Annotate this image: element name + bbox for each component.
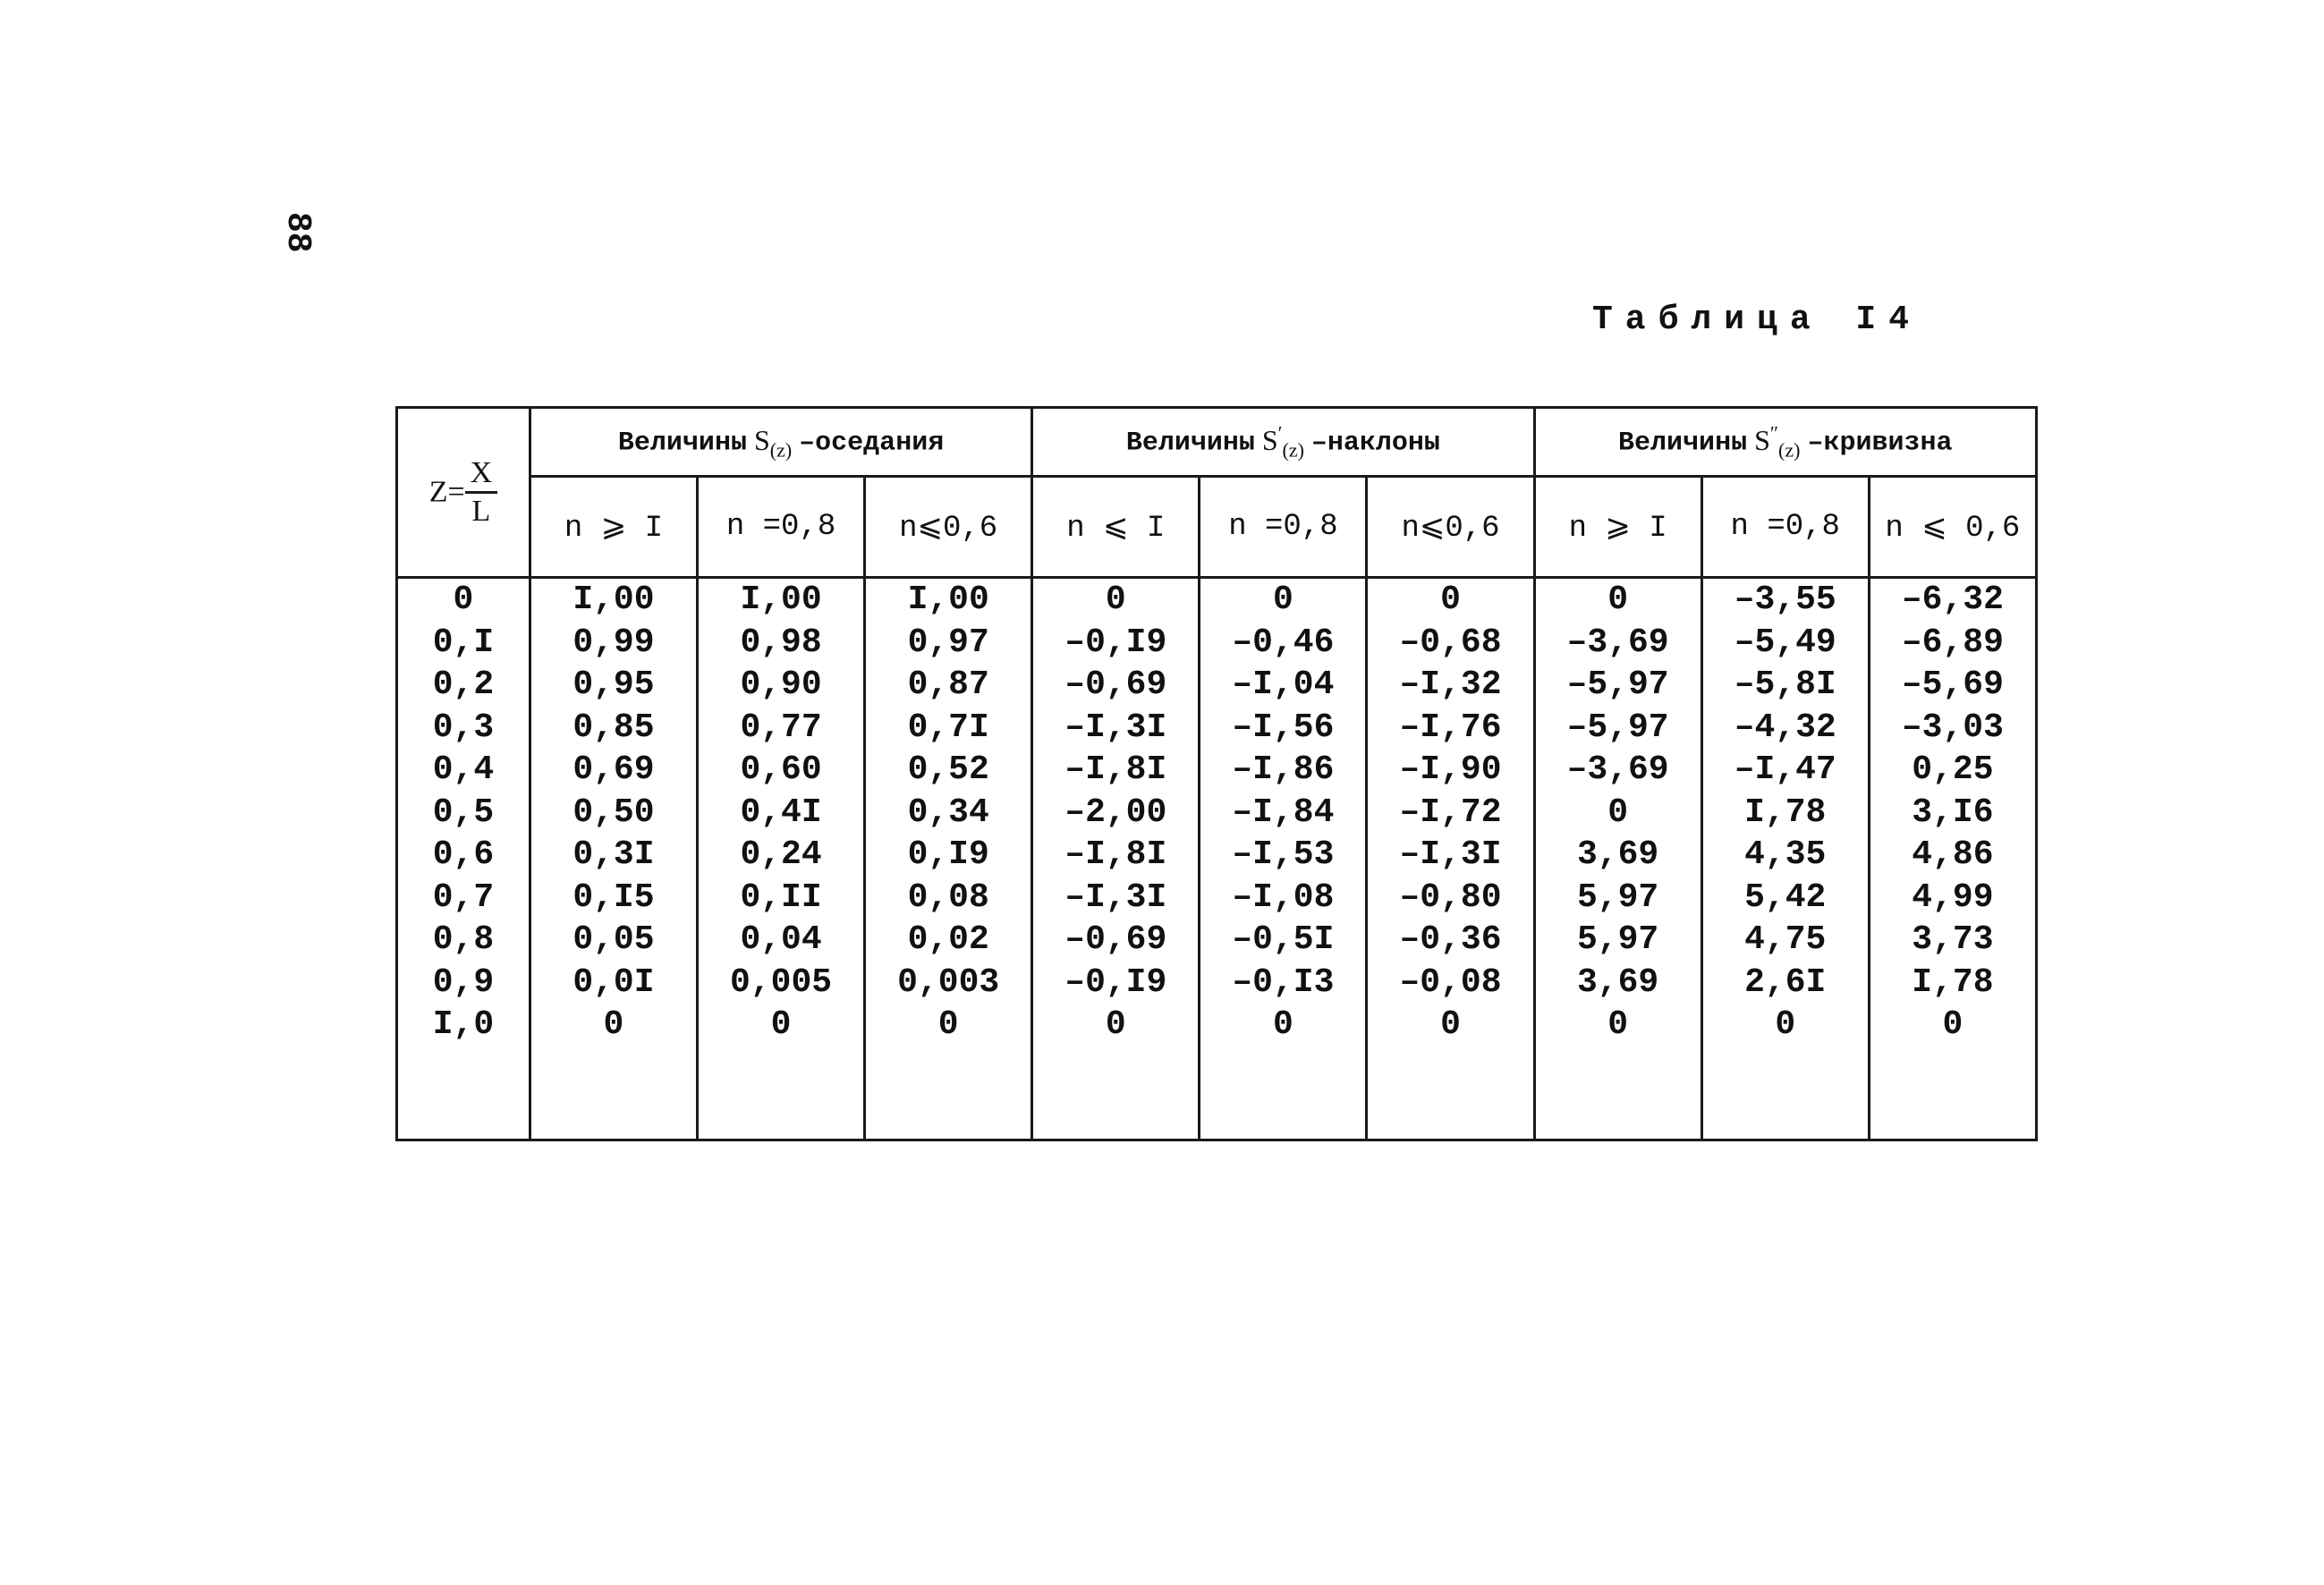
table-cell: 0,6 (432, 835, 495, 874)
table-container (395, 406, 2038, 1141)
z-fraction-numerator: X (465, 455, 498, 494)
table-cell: 0,I (432, 623, 495, 662)
z-fraction-denominator: L (471, 495, 491, 528)
table-cell: 0 (1607, 792, 1629, 832)
group-header-symbol: $S'_{(z)}$ (1261, 421, 1304, 462)
table-cell: 0,I9 (907, 835, 989, 874)
table-cell: –I,3I (1064, 877, 1167, 917)
table-cell: 0,005 (730, 962, 833, 1002)
table-cell: 0,52 (907, 750, 989, 789)
table-cell: 0,0I (573, 962, 655, 1002)
subheader-curvature-n-ge-1: n ⩾ I (1534, 477, 1701, 578)
table-cell: 0,4I (740, 792, 822, 832)
subheader-curvature-n-08: n =0,8 (1701, 477, 1869, 578)
table-cell: 0,97 (907, 623, 989, 662)
table-cell: 0 (1105, 1005, 1126, 1044)
table-cell: –I,32 (1399, 665, 1502, 704)
table-cell: –3,69 (1566, 623, 1669, 662)
group-header-suffix: –кривизна (1807, 428, 1953, 460)
table-cell: 3,69 (1577, 962, 1659, 1002)
table-cell: –0,5I (1232, 920, 1335, 959)
curvature-n-le-06-column (1869, 578, 2036, 1140)
table-cell: 0,05 (573, 920, 655, 959)
table-cell: 3,69 (1577, 835, 1659, 874)
group-header-label: Величины (1618, 428, 1748, 460)
z-header (397, 408, 530, 578)
table-cell: 0 (603, 1005, 624, 1044)
table-cell: 0,34 (907, 792, 989, 832)
settlement-n-08-column (698, 578, 865, 1140)
table-cell: 0,98 (740, 623, 822, 662)
table-cell: –3,03 (1901, 708, 2004, 747)
table-cell: –0,I3 (1232, 962, 1335, 1002)
table-cell: 0,4 (432, 750, 495, 789)
table-cell: 0,02 (907, 920, 989, 959)
group-header-label: Величины (1125, 428, 1255, 460)
table-cell: 0 (1607, 581, 1629, 619)
table-cell: 0,3 (432, 708, 495, 747)
table-cell: 3,73 (1912, 920, 1994, 959)
table-cell: 0,2 (432, 665, 495, 704)
tilt-n-08-column (1200, 578, 1367, 1140)
subheader-curvature-n-le-06: n ⩽ 0,6 (1869, 477, 2036, 578)
table-cell: –I,72 (1399, 792, 1502, 832)
subheader-settlement-n-08: n =0,8 (698, 477, 865, 578)
table-cell: I,0 (432, 1005, 495, 1044)
z-header-lhs: Z= (428, 475, 465, 509)
table-cell: 0 (1272, 581, 1293, 619)
table-cell: –5,49 (1734, 623, 1836, 662)
subheader-tilt-n-le-1: n ⩽ I (1032, 477, 1200, 578)
table-cell: 0,90 (740, 665, 822, 704)
table-cell: –I,47 (1734, 750, 1836, 789)
data-table (395, 406, 2038, 1141)
tilt-n-le-1-column (1032, 578, 1200, 1140)
table-cell: –I,3I (1399, 835, 1502, 874)
table-cell: 0,60 (740, 750, 822, 789)
table-cell: 0,08 (907, 877, 989, 917)
group-header-label: Величины (617, 428, 747, 460)
table-cell: 0,77 (740, 708, 822, 747)
table-cell: –I,53 (1232, 835, 1335, 874)
subheader-tilt-n-08: n =0,8 (1200, 477, 1367, 578)
table-cell: –0,69 (1064, 920, 1167, 959)
page-number: 88 (278, 212, 317, 253)
table-cell: 0,II (740, 877, 822, 917)
table-cell: 0,8 (432, 920, 495, 959)
z-values-column (397, 578, 530, 1140)
table-cell: I,78 (1912, 962, 1994, 1002)
table-cell: –2,00 (1064, 792, 1167, 832)
table-cell: –0,68 (1399, 623, 1502, 662)
table-cell: 4,86 (1912, 835, 1994, 874)
table-cell: –3,55 (1734, 581, 1836, 619)
table-cell: 0,7I (907, 708, 989, 747)
group-header-symbol: $S''_{(z)}$ (1754, 421, 1801, 462)
table-cell: –0,69 (1064, 665, 1167, 704)
table-cell: –6,89 (1901, 623, 2004, 662)
group-header-settlement (530, 408, 1031, 477)
table-cell: 0 (1607, 1005, 1629, 1044)
table-cell: 0,99 (573, 623, 655, 662)
table-cell: –I,86 (1232, 750, 1335, 789)
subheader-settlement-n-ge-1: n ⩾ I (530, 477, 697, 578)
table-cell: 0,5 (432, 792, 495, 832)
table-cell: –I,84 (1232, 792, 1335, 832)
group-header-symbol: $S_{(z)}$ (753, 424, 793, 462)
table-cell: 0,003 (897, 962, 1000, 1002)
table-cell: 3,I6 (1912, 792, 1994, 832)
table-cell: 0 (1775, 1005, 1796, 1044)
table-cell: I,00 (907, 581, 989, 619)
table-cell: 0,3I (573, 835, 655, 874)
table-cell: 0,85 (573, 708, 655, 747)
table-cell: I,00 (573, 581, 655, 619)
table-cell: 0,24 (740, 835, 822, 874)
table-cell: 0 (1272, 1005, 1293, 1044)
table-cell: 4,75 (1744, 920, 1827, 959)
table-cell: 0,9 (432, 962, 495, 1002)
table-cell: –I,04 (1232, 665, 1335, 704)
table-cell: 0 (1942, 1005, 1964, 1044)
table-cell: 0 (1440, 1005, 1461, 1044)
table-cell: –6,32 (1901, 581, 2004, 619)
table-cell: –0,I9 (1064, 623, 1167, 662)
group-header-tilt (1032, 408, 1534, 477)
table-cell: 0,7 (432, 877, 495, 917)
table-cell: –0,80 (1399, 877, 1502, 917)
table-cell: –0,I9 (1064, 962, 1167, 1002)
table-cell: –I,76 (1399, 708, 1502, 747)
table-cell: 0 (1105, 581, 1126, 619)
table-cell: 5,97 (1577, 920, 1659, 959)
table-cell: 0,69 (573, 750, 655, 789)
table-cell: 0,87 (907, 665, 989, 704)
curvature-n-08-column (1701, 578, 1869, 1140)
table-cell: –5,97 (1566, 708, 1669, 747)
z-fraction (465, 455, 498, 530)
table-cell: I,78 (1744, 792, 1827, 832)
tilt-n-le-06-column (1367, 578, 1534, 1140)
table-cell: –0,36 (1399, 920, 1502, 959)
table-cell: –I,3I (1064, 708, 1167, 747)
table-cell: 4,99 (1912, 877, 1994, 917)
table-cell: –I,08 (1232, 877, 1335, 917)
table-cell: –5,69 (1901, 665, 2004, 704)
table-cell: 4,35 (1744, 835, 1827, 874)
table-cell: –5,8I (1734, 665, 1836, 704)
table-cell: –5,97 (1566, 665, 1669, 704)
table-cell: –I,56 (1232, 708, 1335, 747)
table-cell: –I,8I (1064, 750, 1167, 789)
table-cell: 0 (770, 1005, 792, 1044)
table-cell: 0 (937, 1005, 959, 1044)
table-cell: 5,97 (1577, 877, 1659, 917)
table-cell: –I,90 (1399, 750, 1502, 789)
table-cell: –3,69 (1566, 750, 1669, 789)
table-cell: –0,08 (1399, 962, 1502, 1002)
table-cell: 2,6I (1744, 962, 1827, 1002)
group-header-suffix: –наклоны (1310, 428, 1440, 460)
table-cell: –4,32 (1734, 708, 1836, 747)
table-caption: Таблица I4 (1592, 301, 1922, 339)
table-cell: 0,50 (573, 792, 655, 832)
table-cell: 0,95 (573, 665, 655, 704)
group-header-curvature (1534, 408, 2036, 477)
subheader-settlement-n-le-06: n⩽0,6 (865, 477, 1032, 578)
settlement-n-le-06-column (865, 578, 1032, 1140)
table-body-row (397, 578, 2037, 1140)
table-cell: 0,25 (1912, 750, 1994, 789)
table-cell: 0 (1440, 581, 1461, 619)
table-cell: –0,46 (1232, 623, 1335, 662)
settlement-n-ge-1-column (530, 578, 697, 1140)
table-cell: –I,8I (1064, 835, 1167, 874)
subheader-tilt-n-le-06: n⩽0,6 (1367, 477, 1534, 578)
table-cell: 5,42 (1744, 877, 1827, 917)
table-cell: 0 (453, 581, 474, 619)
curvature-n-ge-1-column (1534, 578, 1701, 1140)
group-header-suffix: –оседания (799, 428, 945, 460)
table-cell: 0,I5 (573, 877, 655, 917)
table-cell: 0,04 (740, 920, 822, 959)
table-cell: I,00 (740, 581, 822, 619)
